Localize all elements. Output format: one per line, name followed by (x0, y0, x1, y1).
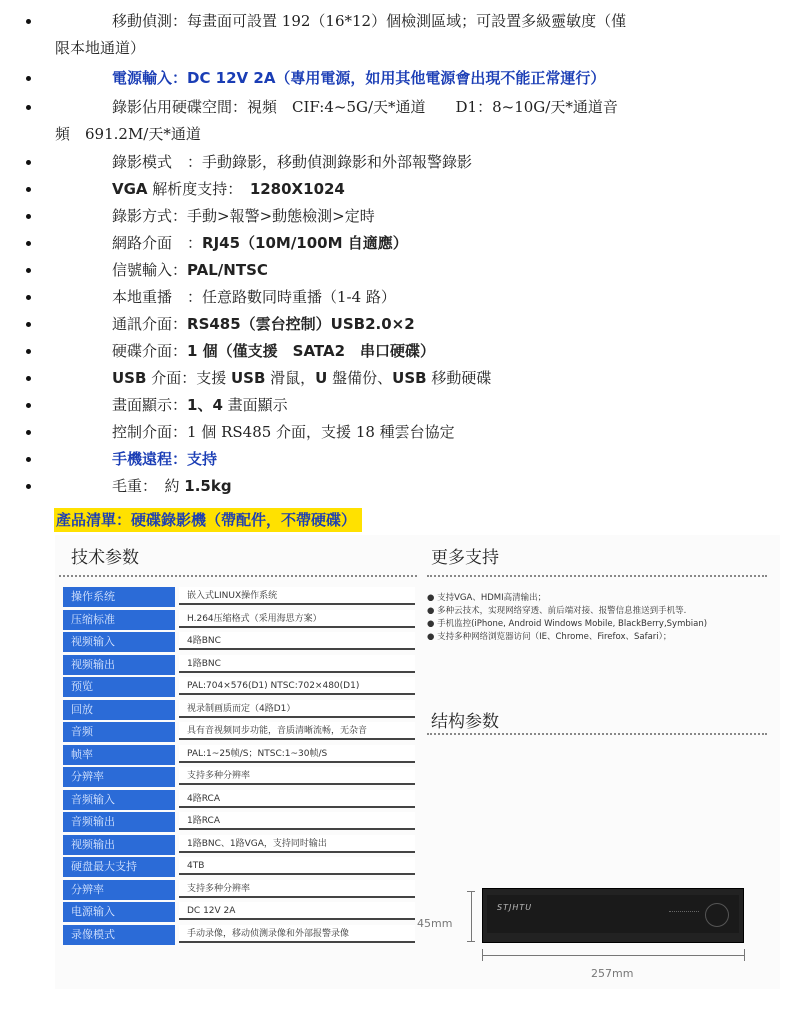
bullet-text-segment: 信號輸入： (112, 261, 188, 279)
bullet-dot (26, 457, 31, 462)
bullet-text (112, 233, 408, 253)
divider (427, 575, 767, 577)
bullet-text (112, 206, 375, 226)
spec-row (63, 925, 415, 945)
spec-row (63, 610, 415, 630)
spec-label: 硬盘最大支持 (63, 857, 175, 877)
front-dial (705, 903, 729, 927)
bullet-text-segment: 介面：支援 (146, 369, 231, 387)
spec-label: 视频输出 (63, 835, 175, 855)
bullet-text (112, 11, 626, 31)
product-list-banner: 產品清單：硬碟錄影機（帶配件，不帶硬碟） (54, 508, 362, 532)
spec-value: 1路BNC (179, 655, 415, 673)
bullet-continuation: 限本地通道） (55, 39, 146, 57)
bullet-text-segment: RS485（雲台控制）USB2.0×2 (187, 315, 415, 333)
spec-label: 电源输入 (63, 902, 175, 922)
bullet-text (112, 68, 605, 88)
dimension-line (482, 955, 744, 956)
bullet-text-segment: 錄影模式 ：手動錄影，移動偵測錄影和外部報警錄影 (112, 153, 473, 171)
more-item: ● 支持VGA、HDMI高清输出； (427, 593, 547, 603)
bullet-text (112, 368, 491, 388)
bullet-dot (26, 187, 31, 192)
bullet-text-segment: 錄影方式：手動>報警>動態檢測>定時 (112, 207, 375, 225)
bullet-text-segment: 毛重： 約 (112, 477, 185, 495)
bullet-text-segment: 1 個（僅支援 SATA2 串口硬碟） (187, 342, 436, 360)
front-buttons (669, 911, 699, 917)
bullet-dot (26, 214, 31, 219)
spec-value: 4路BNC (179, 632, 415, 650)
more-item: ● 手机监控(iPhone, Android Windows Mobile, BlackBerry,Symbian) (427, 619, 708, 629)
spec-label: 音频输出 (63, 812, 175, 832)
bullet-text (112, 152, 472, 172)
more-item: ● 支持多种网络浏览器访问（IE、Chrome、Firefox、Safari）； (427, 632, 672, 642)
dimension-tick (744, 949, 745, 961)
spec-label: 视频输入 (63, 632, 175, 652)
bullet-continuation: 頻 691.2M/天*通道 (55, 125, 201, 143)
dimension-tick (467, 941, 475, 942)
spec-value: 支持多种分辨率 (179, 880, 415, 898)
more-support-title: 更多支持 (431, 548, 499, 568)
bullet-dot (26, 349, 31, 354)
spec-row (63, 880, 415, 900)
spec-value: 4TB (179, 857, 415, 875)
bullet-text (112, 341, 435, 361)
spec-row (63, 812, 415, 832)
bullet-text-segment: 1.5kg (184, 477, 232, 495)
bullet-text-segment: 手機遠程：支持 (112, 450, 218, 468)
spec-label: 分辨率 (63, 880, 175, 900)
bullet-text (112, 449, 217, 469)
bullet-dot (26, 76, 31, 81)
bullet-text (112, 260, 268, 280)
spec-image (55, 535, 780, 989)
bullet-text-segment: PAL/NTSC (187, 261, 268, 279)
bullet-text (112, 314, 415, 334)
bullet-text-segment: 畫面顯示： (112, 396, 188, 414)
bullet-text-segment: VGA (112, 180, 148, 198)
spec-value: 1路RCA (179, 812, 415, 830)
spec-row (63, 745, 415, 765)
dimension-tick (482, 949, 483, 961)
bullet-dot (26, 241, 31, 246)
spec-value: PAL:1~25帧/S；NTSC:1~30帧/S (179, 745, 415, 763)
bullet-text-segment: 錄影佔用硬碟空間：視頻 CIF:4~5G/天*通道 D1：8~10G/天*通道音 (112, 98, 618, 116)
brand-logo: STJHTU (497, 903, 533, 912)
width-dimension-label: 257mm (591, 967, 634, 980)
spec-value: DC 12V 2A (179, 902, 415, 920)
bullet-text (112, 422, 455, 442)
bullet-text-segment: 滑鼠， (265, 369, 316, 387)
spec-value: 手动录像，移动侦测录像和外部报警录像 (179, 925, 415, 943)
more-item: ● 多种云技术，实现网络穿透、前后端对接、报警信息推送到手机等. (427, 606, 687, 616)
spec-row (63, 722, 415, 742)
spec-value: 嵌入式LINUX操作系统 (179, 587, 415, 605)
bullet-dot (26, 430, 31, 435)
bullet-dot (26, 19, 31, 24)
bullet-text (112, 179, 345, 199)
spec-row (63, 767, 415, 787)
bullet-text-segment: 電源輸入：DC 12V 2A（專用電源，如用其他電源會出現不能正常運行） (112, 69, 606, 87)
divider (59, 575, 417, 577)
bullet-text (112, 287, 396, 307)
spec-label: 视频输出 (63, 655, 175, 675)
tech-params-title: 技术参数 (71, 548, 139, 568)
bullet-text (112, 395, 288, 415)
spec-value: 4路RCA (179, 790, 415, 808)
spec-value: 具有音视频同步功能，音质清晰流畅，无杂音 (179, 722, 415, 740)
spec-label: 压缩标准 (63, 610, 175, 630)
bullet-dot (26, 268, 31, 273)
bullet-text-segment: 1、4 (187, 396, 223, 414)
bullet-text-segment: 本地重播 ：任意路數同時重播（1-4 路） (112, 288, 396, 306)
spec-row (63, 700, 415, 720)
bullet-text-segment: 網路介面 ： (112, 234, 203, 252)
spec-row (63, 587, 415, 607)
spec-value: PAL:704×576(D1) NTSC:702×480(D1) (179, 677, 415, 695)
bullet-dot (26, 295, 31, 300)
bullet-text-segment: U (315, 369, 328, 387)
spec-label: 操作系统 (63, 587, 175, 607)
spec-row (63, 790, 415, 810)
bullet-text-segment: USB (392, 369, 427, 387)
spec-row (63, 632, 415, 652)
bullet-text (112, 97, 618, 117)
bullet-dot (26, 322, 31, 327)
dvr-device-image (482, 888, 744, 943)
bullet-dot (26, 484, 31, 489)
bullet-text-segment: 解析度支持： (147, 180, 250, 198)
dimension-line (471, 891, 472, 941)
spec-label: 回放 (63, 700, 175, 720)
spec-value: 支持多种分辨率 (179, 767, 415, 785)
bullet-text-segment: 控制介面：1 個 RS485 介面，支援 18 種雲台協定 (112, 423, 455, 441)
spec-label: 预览 (63, 677, 175, 697)
bullet-text (112, 476, 232, 496)
bullet-text-segment: USB (112, 369, 147, 387)
bullet-text-segment: USB (230, 369, 266, 387)
spec-value: 1路BNC、1路VGA，支持同时输出 (179, 835, 415, 853)
spec-value: H.264压缩格式（采用海思方案） (179, 610, 415, 628)
bullet-text-segment: RJ45（10M/100M 自適應） (202, 234, 408, 252)
bullet-text-segment: 1280X1024 (249, 180, 345, 198)
bullet-text-segment: 移動偵測：每畫面可設置 192（16*12）個檢測區域；可設置多級靈敏度（僅 (112, 12, 627, 30)
bullet-dot (26, 105, 31, 110)
spec-label: 录像模式 (63, 925, 175, 945)
spec-value: 视录制画质而定（4路D1） (179, 700, 415, 718)
spec-label: 分辨率 (63, 767, 175, 787)
structure-params-title: 结构参数 (431, 712, 499, 732)
spec-label: 音频输入 (63, 790, 175, 810)
bullet-dot (26, 160, 31, 165)
spec-row (63, 857, 415, 877)
bullet-text-segment: 畫面顯示 (222, 396, 288, 414)
more-support-list (427, 592, 707, 644)
spec-row (63, 655, 415, 675)
spec-row (63, 902, 415, 922)
height-dimension-label: 45mm (417, 917, 453, 930)
bullet-dot (26, 376, 31, 381)
bullet-text-segment: 盤備份、 (327, 369, 393, 387)
bullet-text-segment: 移動硬碟 (426, 369, 492, 387)
bullet-text-segment: 通訊介面： (112, 315, 188, 333)
bullet-dot (26, 403, 31, 408)
spec-row (63, 835, 415, 855)
bullet-text-segment: 硬碟介面： (112, 342, 188, 360)
spec-row (63, 677, 415, 697)
divider (427, 733, 767, 735)
spec-label: 帧率 (63, 745, 175, 765)
spec-label: 音频 (63, 722, 175, 742)
